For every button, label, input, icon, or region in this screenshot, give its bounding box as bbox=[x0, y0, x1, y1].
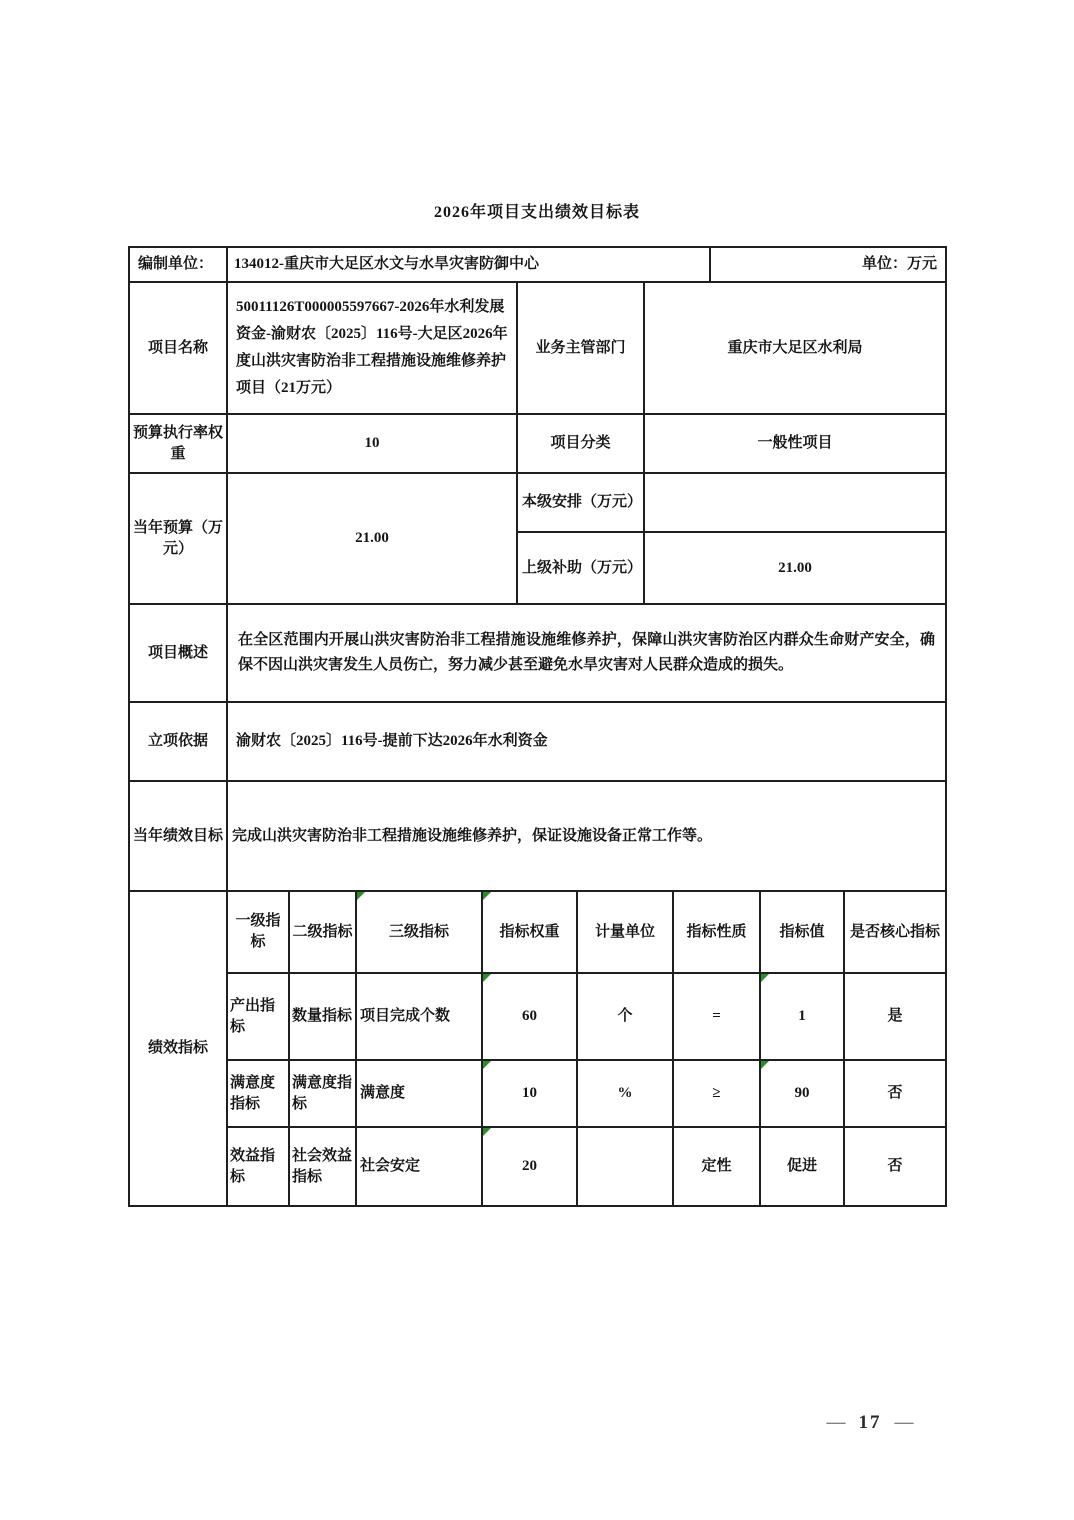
green-corner-marker bbox=[483, 974, 491, 982]
local-arrangement-label: 本级安排（万元） bbox=[522, 494, 643, 510]
goal-content: 完成山洪灾害防治非工程措施设施维修养护，保证设施设备正常工作等。 bbox=[232, 827, 713, 844]
category-value: 一般性项目 bbox=[757, 435, 833, 451]
row1-level2-cell bbox=[290, 974, 357, 1061]
row1-weight: 60 bbox=[522, 1008, 537, 1024]
dept-label: 业务主管部门 bbox=[535, 339, 626, 356]
superior-subsidy-label: 上级补助（万元） bbox=[522, 559, 643, 576]
header-value-cell bbox=[761, 892, 845, 974]
row1-level2: 数量指标 bbox=[292, 1008, 353, 1024]
row3-level2: 社会效益指标 bbox=[292, 1147, 353, 1185]
header-level3: 三级指标 bbox=[388, 923, 449, 940]
budget-weight-value: 10 bbox=[364, 435, 380, 451]
row2-level1-cell bbox=[228, 1061, 290, 1128]
dept-value: 重庆市大足区水利局 bbox=[727, 339, 863, 356]
row3-nature: 定性 bbox=[701, 1158, 732, 1174]
green-corner-marker bbox=[483, 892, 491, 900]
row1-nature-cell bbox=[674, 974, 761, 1061]
row3-core-cell bbox=[845, 1128, 945, 1205]
page-footer bbox=[760, 1412, 980, 1434]
row1-unit-cell bbox=[578, 974, 674, 1061]
footer-left-dash: — bbox=[826, 1412, 846, 1433]
overview-content: 在全区范围内开展山洪灾害防治非工程措施设施维修养护，保障山洪灾害防治区内群众生命财产安全，确保不因山洪灾害发生人员伤亡，努力减少甚至避免水旱灾害对人民群众造成的损失。 bbox=[238, 632, 935, 673]
header-nature-cell bbox=[674, 892, 761, 974]
indicators-section-label: 绩效指标 bbox=[147, 1040, 208, 1056]
basis-content: 渝财农〔2025〕116号-提前下达2026年水利资金 bbox=[236, 733, 548, 749]
goal-content-cell bbox=[228, 782, 945, 892]
row2-level3: 满意度 bbox=[360, 1085, 406, 1101]
green-corner-marker bbox=[483, 1061, 491, 1069]
header-level1: 一级指标 bbox=[235, 913, 281, 950]
row2-core: 否 bbox=[887, 1085, 903, 1101]
row3-level1: 效益指标 bbox=[230, 1147, 276, 1185]
row2-nature-cell bbox=[674, 1061, 761, 1128]
dept-value-cell bbox=[645, 283, 945, 415]
header-weight: 指标权重 bbox=[499, 923, 560, 940]
row2-core-cell bbox=[845, 1061, 945, 1128]
project-name: 50011126T000005597667-2026年水利发展资金-渝财农〔2025〕116号-大足区2026年度山洪灾害防治非工程措施设施维修养护项目（21万元） bbox=[236, 299, 508, 396]
row2-unit-cell bbox=[578, 1061, 674, 1128]
meta-value-cell bbox=[228, 248, 711, 283]
overview-content-cell bbox=[228, 605, 945, 703]
page-number: 17 bbox=[858, 1412, 882, 1433]
header-core-cell bbox=[845, 892, 945, 974]
annual-budget-value: 21.00 bbox=[355, 530, 389, 546]
row2-nature: ≥ bbox=[712, 1085, 721, 1101]
header-level1-cell bbox=[228, 892, 290, 974]
row1-core-cell bbox=[845, 974, 945, 1061]
overview-label: 项目概述 bbox=[147, 644, 208, 661]
green-corner-marker bbox=[483, 1128, 491, 1136]
footer-right-dash: — bbox=[894, 1412, 914, 1433]
row2-weight-cell bbox=[483, 1061, 578, 1128]
row3-core: 否 bbox=[887, 1158, 903, 1174]
row1-value-cell bbox=[761, 974, 845, 1061]
row3-value-cell bbox=[761, 1128, 845, 1205]
row2-level3-cell bbox=[357, 1061, 483, 1128]
row1-level1: 产出指标 bbox=[230, 997, 276, 1035]
project-name-cell bbox=[228, 283, 518, 415]
header-level2-cell bbox=[290, 892, 357, 974]
performance-target-table bbox=[130, 248, 945, 1205]
annual-budget-label-cell bbox=[130, 474, 228, 605]
superior-subsidy-value: 21.00 bbox=[778, 559, 812, 576]
budget-weight-label-cell bbox=[130, 415, 228, 474]
row3-nature-cell bbox=[674, 1128, 761, 1205]
row2-value: 90 bbox=[794, 1085, 810, 1101]
header-weight-cell bbox=[483, 892, 578, 974]
row3-weight-cell bbox=[483, 1128, 578, 1205]
category-label-cell bbox=[518, 415, 645, 474]
row3-value: 促进 bbox=[786, 1158, 817, 1174]
row1-level1-cell bbox=[228, 974, 290, 1061]
basis-content-cell bbox=[228, 703, 945, 782]
meta-value: 134012-重庆市大足区水文与水旱灾害防御中心 bbox=[234, 256, 539, 272]
row1-nature: = bbox=[712, 1008, 721, 1024]
row3-level2-cell bbox=[290, 1128, 357, 1205]
category-label: 项目分类 bbox=[550, 435, 611, 451]
row1-unit: 个 bbox=[617, 1008, 633, 1024]
row1-core: 是 bbox=[887, 1008, 903, 1024]
row3-unit-cell bbox=[578, 1128, 674, 1205]
row3-level1-cell bbox=[228, 1128, 290, 1205]
row2-level1: 满意度指标 bbox=[230, 1074, 276, 1112]
row3-level3: 社会安定 bbox=[360, 1158, 421, 1174]
header-unit: 计量单位 bbox=[594, 923, 655, 940]
header-unit-cell bbox=[578, 892, 674, 974]
header-value: 指标值 bbox=[779, 923, 825, 940]
meta-unit-cell bbox=[711, 248, 945, 283]
header-core: 是否核心指标 bbox=[849, 923, 940, 940]
row1-level3: 项目完成个数 bbox=[360, 1008, 451, 1024]
local-arrangement-value-cell bbox=[645, 474, 945, 533]
row3-weight: 20 bbox=[522, 1158, 537, 1174]
annual-budget-label: 当年预算（万元） bbox=[132, 519, 223, 557]
category-value-cell bbox=[645, 415, 945, 474]
header-nature: 指标性质 bbox=[686, 923, 747, 940]
row2-weight: 10 bbox=[522, 1085, 537, 1101]
row2-level2-cell bbox=[290, 1061, 357, 1128]
indicators-section-label-cell bbox=[130, 892, 228, 1205]
row3-level3-cell bbox=[357, 1128, 483, 1205]
row1-weight-cell bbox=[483, 974, 578, 1061]
meta-unit: 单位：万元 bbox=[861, 256, 937, 272]
row2-unit: % bbox=[617, 1085, 633, 1101]
document-title: 2026年项目支出绩效目标表 bbox=[433, 204, 640, 221]
green-corner-marker bbox=[761, 1061, 769, 1069]
row2-level2: 满意度指标 bbox=[292, 1074, 353, 1112]
row1-value: 1 bbox=[798, 1008, 806, 1024]
budget-weight-label: 预算执行率权重 bbox=[132, 424, 223, 462]
budget-weight-value-cell bbox=[228, 415, 518, 474]
basis-label: 立项依据 bbox=[147, 733, 208, 749]
goal-label: 当年绩效目标 bbox=[132, 827, 223, 844]
goal-label-cell bbox=[130, 782, 228, 892]
superior-subsidy-label-cell bbox=[518, 533, 645, 605]
superior-subsidy-value-cell bbox=[645, 533, 945, 605]
green-corner-marker bbox=[357, 892, 365, 900]
meta-label-cell bbox=[130, 248, 228, 283]
row1-level3-cell bbox=[357, 974, 483, 1061]
local-arrangement-label-cell bbox=[518, 474, 645, 533]
header-level2: 二级指标 bbox=[292, 923, 353, 940]
overview-label-cell bbox=[130, 605, 228, 703]
meta-label: 编制单位： bbox=[138, 256, 214, 272]
dept-label-cell bbox=[518, 283, 645, 415]
annual-budget-value-cell bbox=[228, 474, 518, 605]
row2-value-cell bbox=[761, 1061, 845, 1128]
project-name-label-cell bbox=[130, 283, 228, 415]
header-level3-cell bbox=[357, 892, 483, 974]
green-corner-marker bbox=[761, 974, 769, 982]
basis-label-cell bbox=[130, 703, 228, 782]
project-name-label: 项目名称 bbox=[147, 339, 208, 356]
